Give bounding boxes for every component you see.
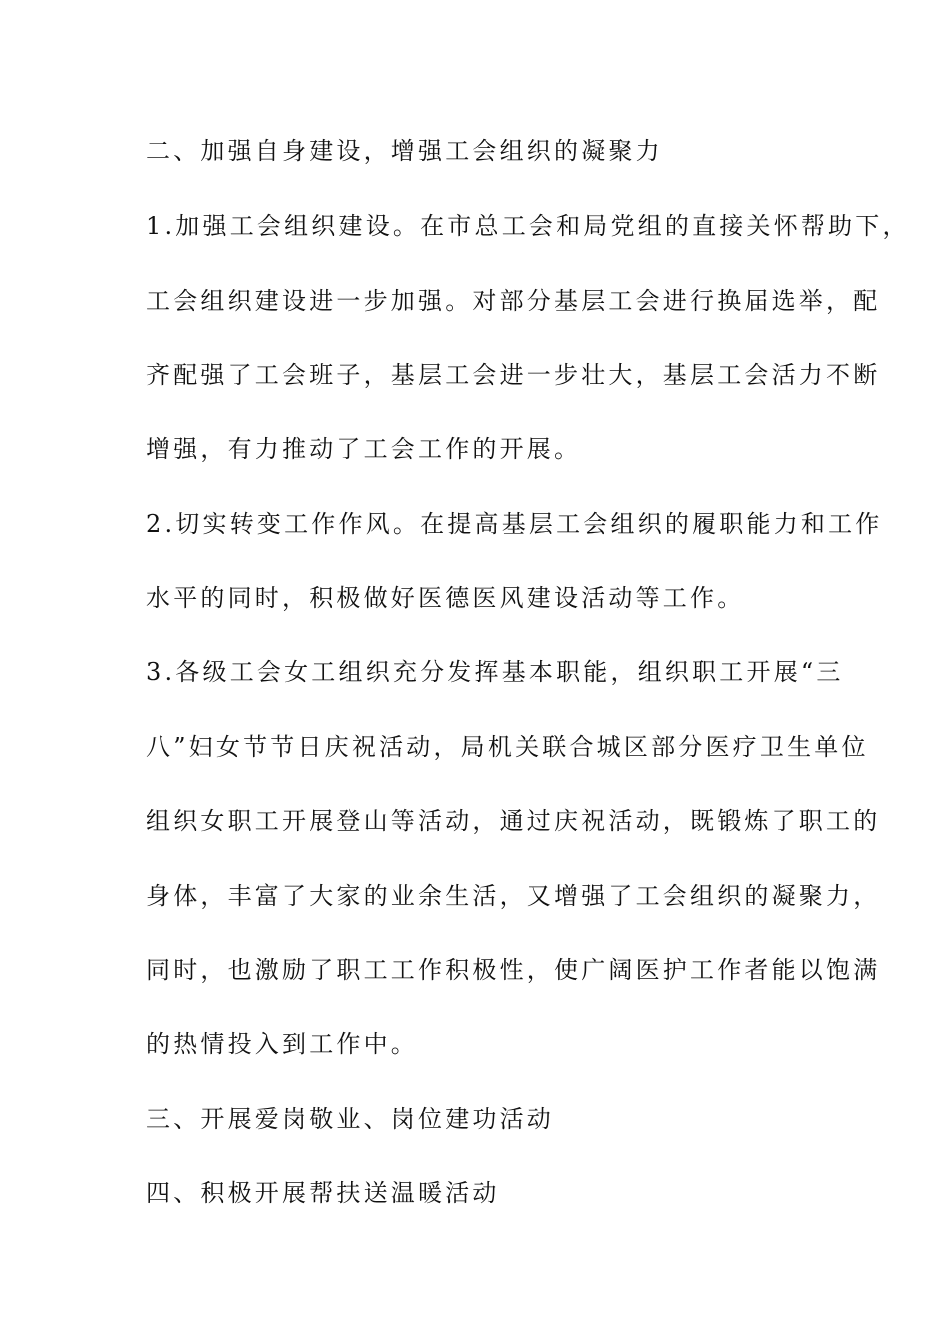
- section-heading-3: 三、开展爱岗敬业、岗位建功活动: [146, 1105, 554, 1133]
- paragraph-line: 身体，丰富了大家的业余生活，又增强了工会组织的凝聚力，: [146, 882, 881, 910]
- paragraph-line: 增强，有力推动了工会工作的开展。: [146, 435, 582, 463]
- paragraph-line: 组织女职工开展登山等活动，通过庆祝活动，既锻炼了职工的: [146, 807, 881, 835]
- paragraph-line: 八”妇女节节日庆祝活动，局机关联合城区部分医疗卫生单位: [146, 733, 869, 761]
- paragraph-line: 1.加强工会组织建设。在市总工会和局党组的直接关怀帮助下，: [146, 212, 910, 240]
- section-heading-4: 四、积极开展帮扶送温暖活动: [146, 1179, 500, 1207]
- paragraph-line: 2.切实转变工作作风。在提高基层工会组织的履职能力和工作: [146, 510, 883, 538]
- paragraph-line: 齐配强了工会班子，基层工会进一步壮大，基层工会活力不断: [146, 361, 881, 389]
- paragraph-line: 同时，也激励了职工工作积极性，使广阔医护工作者能以饱满: [146, 956, 881, 984]
- paragraph-line: 水平的同时，积极做好医德医风建设活动等工作。: [146, 584, 745, 612]
- paragraph-line: 工会组织建设进一步加强。对部分基层工会进行换届选举，配: [146, 287, 881, 315]
- section-heading-2: 二、加强自身建设，增强工会组织的凝聚力: [146, 137, 663, 165]
- paragraph-line: 的热情投入到工作中。: [146, 1030, 418, 1058]
- paragraph-line: 3.各级工会女工组织充分发挥基本职能，组织职工开展“三: [146, 658, 844, 686]
